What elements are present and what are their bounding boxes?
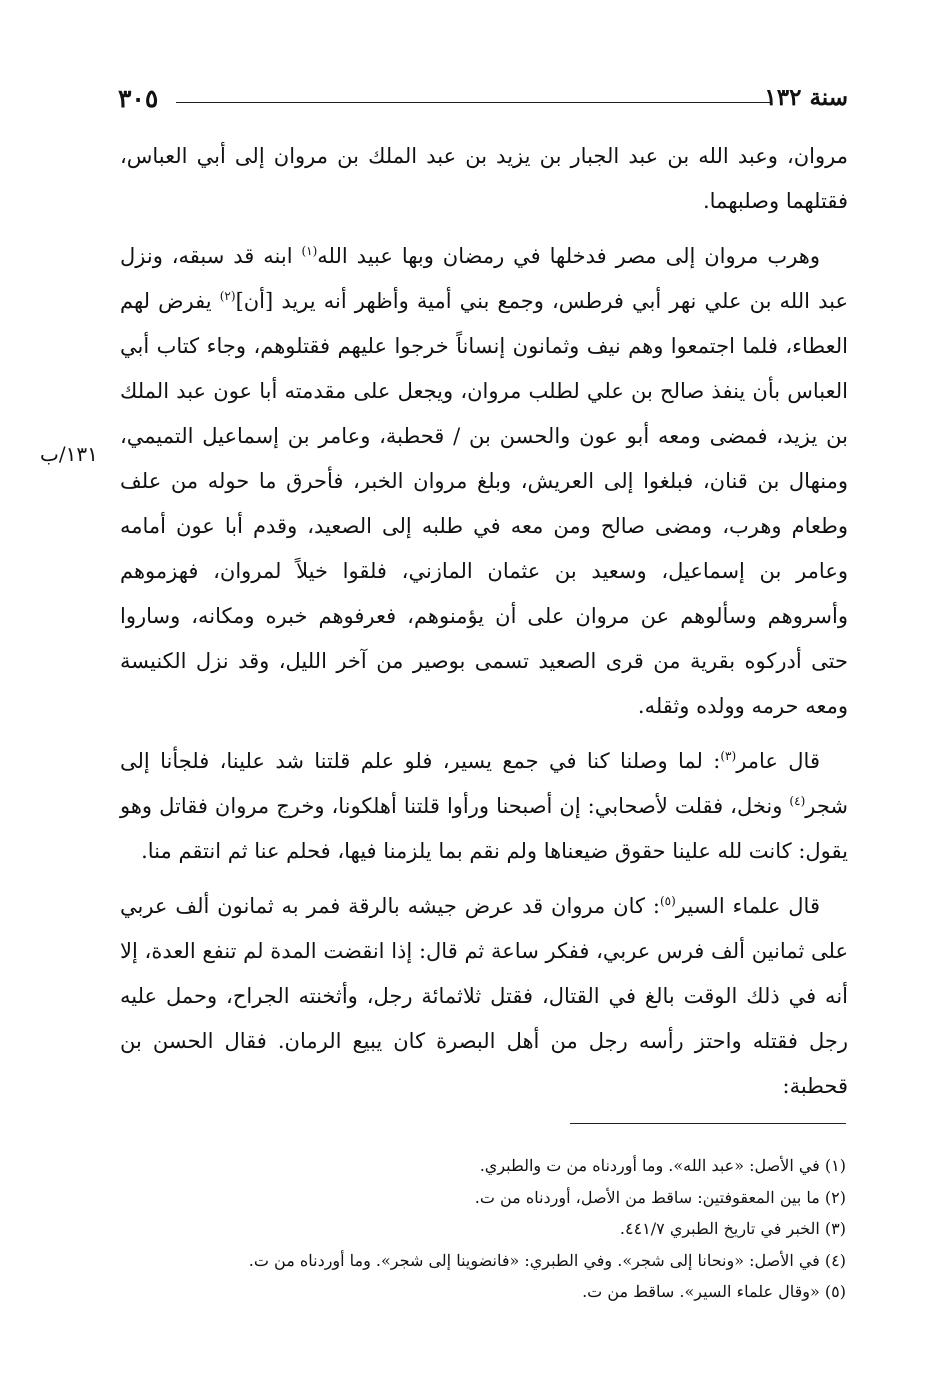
paragraph-text: ونخل، فقلت لأصحابي: إن أصبحنا ورأوا قلتنا أهلكونا، وخرج مروان فقاتل وهو يقول: كانت لله علينا حقوق ضيعناها ولم نقم بما يلزمنا فيها، فحلم عنا ثم انتقم منا. (120, 794, 848, 863)
running-head: سنة ١٣٢ (764, 84, 848, 111)
main-text (120, 134, 848, 1109)
paragraph-text: ابنه قد سبقه، ونزل عبد الله بن علي نهر أبي فرطس، وجمع بني أمية وأظهر أنه يريد [أن] (120, 244, 848, 313)
paragraph-text: يفرض لهم العطاء، فلما اجتمعوا وهم نيف وثمانون إنساناً خرجوا عليهم فقتلوهم، وجاء كتاب أبي العباس بأن ينفذ صالح بن علي لطلب مروان، ويجعل على مقدمته أبا عون عبد الملك بن يزيد، فمضى ومعه أبو عون والحسن بن / قحطبة، وعامر بن إسماعيل التميمي، ومنهال بن قنان، فبلغوا إلى العريش، وبلغ مروان الخبر، فأحرق ما حوله من علف وطعام وهرب، ومضى صالح ومن معه في طلبه إلى الصعيد، وقدم أبا عون أمامه وعامر بن إسماعيل، وسعيد بن عثمان المازني، فلقوا خيلاً لمروان، فهزموهم وأسروهم وسألوهم عن مروان على أن يؤمنوهم، فعرفوهم خبره ومكانه، وساروا حتى أدركوه بقرية من قرى الصعيد تسمى بوصير من آخر الليل، وقد نزل الكنيسة ومعه حرمه وولده وثقله. (120, 289, 848, 718)
paragraph-2 (120, 234, 848, 729)
paragraph-text: قال علماء السير (675, 894, 820, 918)
footnote-item: (٣) الخبر في تاريخ الطبري ٤٤١/٧. (619, 1219, 846, 1238)
paragraph-text: قال عامر (736, 749, 820, 773)
footnote-ref[interactable]: (٢) (219, 289, 236, 303)
header-rule (176, 102, 770, 103)
footnote-item: (٤) في الأصل: «ونحانا إلى شجر». وفي الطبري: «فانضوينا إلى شجر». وما أوردناه من ت. (248, 1250, 846, 1270)
page-number: ٣٠٥ (118, 84, 159, 113)
paragraph-text: : كان مروان قد عرض جيشه بالرقة فمر به ثمانون ألف عربي على ثمانين ألف فرس عربي، ففكر ساعة ثم قال: إذا انقضت المدة لم تنفع العدة، إلا أنه في ذلك الوقت بالغ في القتال، فقتل ثلاثمائة رجل، وأثخنته الجراح، وحمل عليه رجل فقتله واحتز رأسه رجل من أهل البصرة كان يبيع الرمان. فقال الحسن بن قحطبة: (120, 894, 848, 1098)
footnote-ref[interactable]: (٣) (720, 749, 737, 763)
paragraph-3 (120, 739, 848, 874)
page-header (118, 80, 848, 120)
paragraph-1 (120, 134, 848, 224)
footnote-ref[interactable]: (٤) (789, 794, 806, 808)
footnote-ref[interactable]: (٥) (659, 894, 676, 908)
paragraph-text: وهرب مروان إلى مصر فدخلها في رمضان وبها عبيد الله (317, 244, 820, 268)
paragraph-text: مروان، وعبد الله بن عبد الجبار بن يزيد بن عبد الملك بن مروان إلى أبي العباس، فقتلهما وصلبهما. (120, 144, 848, 213)
margin-folio-note: ١٣١/ب (40, 442, 98, 466)
paragraph-text: : لما وصلنا كنا في جمع يسير، فلو علم قلتنا شد علينا، فلجأنا إلى شجر (120, 749, 848, 818)
footnote-ref[interactable]: (١) (301, 244, 318, 258)
footnote-item: (٢) ما بين المعقوفتين: ساقط من الأصل، أوردناه من ت. (474, 1187, 846, 1207)
footnotes (150, 1150, 846, 1308)
paragraph-4 (120, 884, 848, 1109)
footnote-item: (١) في الأصل: «عبد الله». وما أوردناه من ت والطبري. (479, 1156, 846, 1175)
footnote-rule (570, 1123, 846, 1124)
footnote-item: (٥) «وقال علماء السير». ساقط من ت. (582, 1282, 846, 1301)
